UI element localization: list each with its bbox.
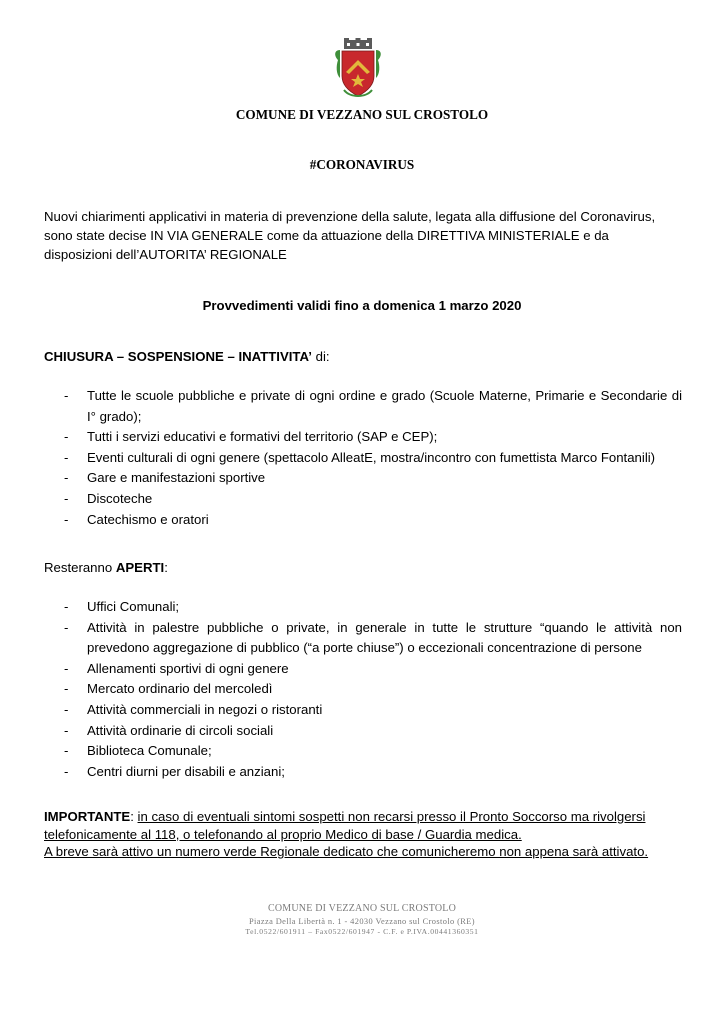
list-item (64, 386, 682, 427)
list-item-text: Eventi culturali di ogni genere (spettacolo AlleatE, mostra/incontro con fumettista Marco Fontanili) (87, 449, 656, 465)
dash-bullet: - (64, 619, 69, 635)
footer-org-name: COMUNE DI VEZZANO SUL CROSTOLO (267, 903, 457, 914)
list-item-text: Attività commerciali in negozi o ristoranti (87, 701, 323, 717)
list-item (64, 510, 682, 531)
list-item (64, 659, 682, 680)
dash-bullet: - (64, 701, 69, 717)
closures-list (64, 386, 682, 530)
list-item-text: Biblioteca Comunale; (87, 743, 212, 759)
list-item (64, 489, 682, 510)
list-item (64, 762, 682, 783)
dash-bullet: - (64, 429, 69, 445)
important-label: IMPORTANTE (44, 809, 131, 824)
list-item-text: Gare e manifestazioni sportive (87, 470, 266, 486)
dash-bullet: - (64, 599, 69, 614)
open-list (64, 597, 682, 782)
open-heading-bold: APERTI (115, 560, 165, 575)
closures-heading-bold: CHIUSURA – SOSPENSIONE – INATTIVITA’ (44, 349, 312, 364)
list-item (64, 597, 682, 618)
intro-line: sono state decise IN VIA GENERALE come da attuazione della DIRETTIVA MINISTERIALE e da (44, 228, 609, 243)
list-item-text: Centri diurni per disabili e anziani; (87, 763, 285, 779)
org-title: COMUNE DI VEZZANO SUL CROSTOLO (235, 107, 489, 122)
list-item-text: Tutti i servizi educativi e formativi del territorio (SAP e CEP); (87, 429, 438, 445)
list-item (64, 468, 682, 489)
list-item (64, 741, 682, 762)
list-item (64, 679, 682, 700)
important-notice (44, 808, 684, 861)
dash-bullet: - (64, 743, 69, 759)
closures-heading-suffix: di: (311, 349, 330, 364)
intro-paragraph (44, 207, 682, 264)
dash-bullet: - (64, 388, 69, 403)
hashtag-heading: #CORONAVIRUS (309, 157, 415, 172)
dash-bullet: - (64, 763, 69, 779)
list-item-text: Allenamenti sportivi di ogni genere (87, 660, 289, 676)
open-heading-prefix: Resteranno (44, 560, 116, 575)
important-text-regional: A breve sarà attivo un numero verde Regionale dedicato che comunicheremo non appena sarà attivato. (44, 844, 649, 859)
footer (0, 903, 724, 936)
dash-bullet: - (64, 722, 69, 738)
dash-bullet: - (64, 511, 69, 527)
closures-heading (44, 349, 330, 364)
list-item-text: Catechismo e oratori (87, 511, 209, 527)
list-item (64, 700, 682, 721)
validity-notice: Provvedimenti validi fino a domenica 1 marzo 2020 (202, 298, 522, 313)
list-item (64, 721, 682, 742)
list-item-text: Uffici Comunali; (87, 599, 180, 614)
intro-line: Nuovi chiarimenti applicativi in materia di prevenzione della salute, legata alla diffusione del Coronavirus, (44, 209, 656, 224)
intro-line: disposizioni dell’AUTORITA’ REGIONALE (44, 247, 287, 262)
coat-of-arms-icon (334, 38, 382, 100)
list-item (64, 448, 682, 469)
list-item-text: Attività ordinarie di circoli sociali (87, 722, 274, 738)
important-colon: : (130, 809, 138, 824)
footer-contacts: Tel.0522/601911 – Fax0522/601947 - C.F. e P.IVA.00441360351 (245, 927, 479, 936)
dash-bullet: - (64, 449, 69, 465)
list-item-text: Discoteche (87, 490, 153, 506)
open-heading (44, 560, 168, 575)
footer-address: Piazza Della Libertà n. 1 - 42030 Vezzano sul Crostolo (RE) (248, 917, 476, 926)
open-heading-suffix: : (164, 560, 168, 575)
important-text: in caso di eventuali sintomi sospetti non recarsi presso il Pronto Soccorso ma rivolgersi telefonicamente al 118, o telefonando al proprio Medico di base / Guardia medica. (44, 809, 646, 842)
list-item (64, 427, 682, 448)
list-item-text: Tutte le scuole pubbliche e private di ogni ordine e grado (Scuole Materne, Primarie e Secondarie di I° grado); (87, 388, 682, 424)
dash-bullet: - (64, 660, 69, 676)
list-item (64, 618, 682, 659)
dash-bullet: - (64, 681, 69, 697)
dash-bullet: - (64, 470, 69, 486)
list-item-text: Mercato ordinario del mercoledì (87, 681, 273, 697)
list-item-text: Attività in palestre pubbliche o private, in generale in tutte le strutture “quando le attività non prevedono aggregazione di pubblico (“a porte chiuse”) o eccezionali concentrazione di persone (87, 619, 682, 656)
dash-bullet: - (64, 490, 69, 506)
